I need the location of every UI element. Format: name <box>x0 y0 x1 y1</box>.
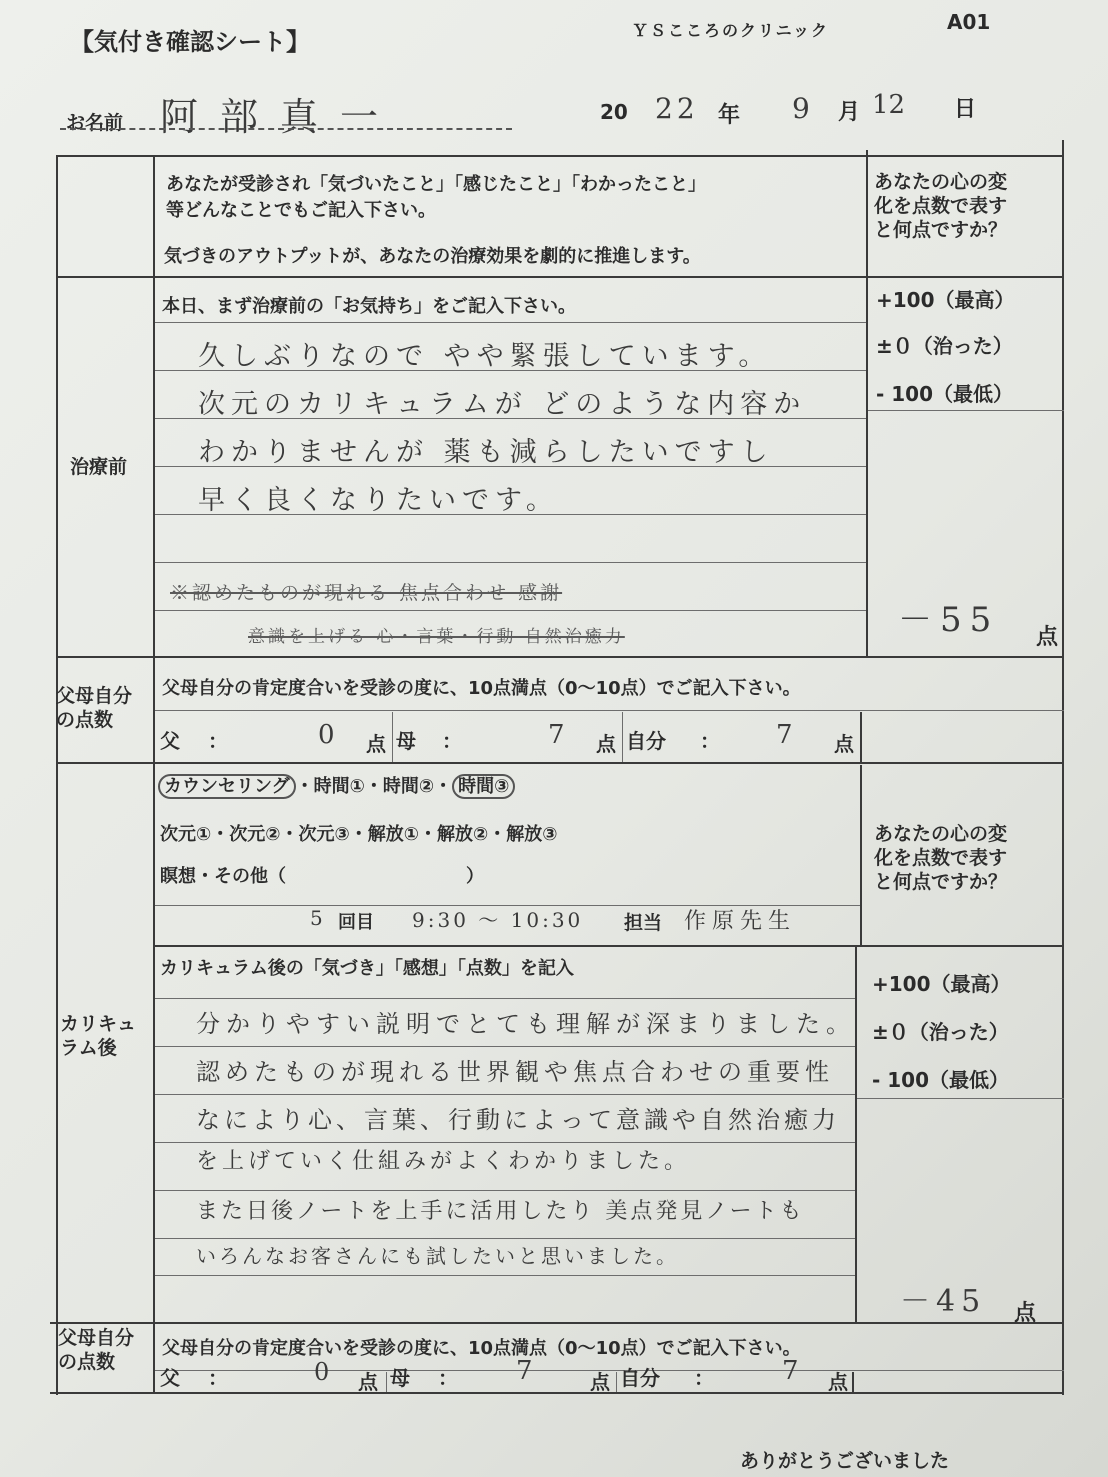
before-line-2[interactable]: 次元のカリキュラムが どのような内容か <box>198 389 807 420</box>
session-time[interactable]: 9:30 ～ 10:30 <box>412 908 584 932</box>
options-row-1: カウンセリング ・時間①・時間②・ 時間③ <box>158 772 515 798</box>
scale-after-bottom-line <box>857 1098 1064 1099</box>
option-counseling[interactable]: カウンセリング <box>158 774 296 799</box>
table-bottom-border <box>50 1392 1064 1394</box>
mother-label-after: 母 <box>390 1366 410 1390</box>
section-label-before: 治療前 <box>70 456 128 478</box>
rule <box>155 1190 855 1191</box>
month-label: 月 <box>838 100 861 125</box>
self-label-after: 自分 <box>620 1366 660 1390</box>
section-label-parents-before: 父母自分 の点数 <box>56 685 133 731</box>
score-unit-after: 点 <box>1014 1301 1037 1326</box>
unit: 点 <box>366 732 386 756</box>
after-bottom-line <box>50 1322 1064 1324</box>
father-label-before: 父 <box>160 729 180 753</box>
table-left-border <box>56 155 58 1395</box>
scale-min-before: - 100（最低） <box>876 382 1014 406</box>
rule <box>155 610 866 611</box>
table-right-border <box>1062 140 1064 1395</box>
option-time-2[interactable]: 時間② <box>382 776 435 797</box>
intro-line-1: あなたが受診され「気づいたこと」「感じたこと」「わかったこと」 <box>166 174 706 195</box>
name-label: お名前 <box>66 112 124 134</box>
colon: ： <box>442 729 462 753</box>
form-code: A01 <box>947 10 991 34</box>
tantou-label: 担当 <box>624 912 663 934</box>
after-prompt-line <box>155 998 855 999</box>
self-score-before[interactable]: 7 <box>776 720 799 750</box>
score-column-divider-parents <box>860 712 862 762</box>
options-row-2[interactable]: 次元①・次元②・次元③・解放①・解放②・解放③ <box>160 824 558 845</box>
score-question-curriculum: あなたの心の変 化を点数で表す と何点ですか？ <box>874 823 1008 893</box>
year-value[interactable]: 22 <box>655 92 699 125</box>
intro-line-3: 気づきのアウトプットが、あなたの治療効果を劇的に推進します。 <box>164 246 701 267</box>
after-line-1[interactable]: 分かりやすい説明でとても理解が深まりました。 <box>196 1010 856 1038</box>
parents-divider-2 <box>622 712 623 762</box>
scale-bottom-line <box>868 410 1064 411</box>
scale-max-before: +100（最高） <box>876 288 1015 312</box>
score-column-divider-bottom <box>852 1372 854 1394</box>
table-top-border <box>56 155 1064 157</box>
year-prefix: 20 <box>600 100 628 124</box>
colon: ： <box>208 1366 228 1390</box>
session-count[interactable]: 5 <box>310 906 325 930</box>
after-line-2[interactable]: 認めたものが現れる世界観や焦点合わせの重要性 <box>196 1058 834 1086</box>
after-prompt: カリキュラム後の「気づき」「感想」「点数」を記入 <box>160 958 574 979</box>
intro-line-2: 等どんなことでもご記入下さい。 <box>166 200 436 221</box>
options-row-3[interactable]: 瞑想・その他（ ） <box>160 866 484 887</box>
rule <box>155 1238 855 1239</box>
scale-zero-after: ±０（治った） <box>872 1020 1009 1044</box>
scale-min-after: - 100（最低） <box>872 1068 1010 1092</box>
day-value[interactable]: 12 <box>872 90 906 120</box>
score-column-divider-top <box>866 150 868 658</box>
month-value[interactable]: 9 <box>792 92 816 125</box>
score-unit-before: 点 <box>1036 625 1059 650</box>
score-column-divider-after <box>855 945 857 1323</box>
before-line-3[interactable]: わかりませんが 薬も減らしたいですし <box>198 437 774 468</box>
label-column-divider <box>153 155 155 1392</box>
option-time-3[interactable]: 時間③ <box>452 774 515 799</box>
score-after[interactable]: －45 <box>900 1284 987 1319</box>
unit: 点 <box>834 732 854 756</box>
mother-score-after[interactable]: 7 <box>516 1356 539 1386</box>
father-score-before[interactable]: 0 <box>318 720 341 750</box>
father-score-after[interactable]: 0 <box>314 1358 336 1386</box>
colon: ： <box>438 1366 458 1390</box>
self-score-after[interactable]: 7 <box>782 1356 805 1386</box>
colon: ： <box>694 1366 714 1390</box>
name-underline <box>60 128 512 130</box>
before-struck-line-2: 意識を上げる 心・言葉・行動 自然治癒力 <box>248 627 625 647</box>
before-struck-line-1: ※認めたものが現れる 焦点合わせ 感謝 <box>170 582 563 604</box>
before-prompt: 本日、まず治療前の「お気持ち」をご記入下さい。 <box>162 296 576 317</box>
after-line-4[interactable]: を上げていく仕組みがよくわかりました。 <box>196 1149 691 1174</box>
parents2-divider-1 <box>386 1372 387 1392</box>
clinic-name: ＹＳこころのクリニック <box>632 21 830 40</box>
unit: 点 <box>596 732 616 756</box>
score-question-top: あなたの心の変 化を点数で表す と何点ですか？ <box>874 171 1008 241</box>
parents-prompt-line <box>155 710 1064 711</box>
colon: ： <box>700 729 720 753</box>
before-bottom-line <box>56 656 1064 658</box>
mother-label-before: 母 <box>396 729 416 753</box>
scale-max-after: +100（最高） <box>872 972 1011 996</box>
session-bottom-line <box>155 945 1064 947</box>
mother-score-before[interactable]: 7 <box>548 720 571 750</box>
unit: 点 <box>358 1370 378 1394</box>
unit: 点 <box>828 1370 848 1394</box>
name-value[interactable]: 阿部真一 <box>160 95 401 139</box>
before-prompt-line <box>155 322 866 323</box>
self-label-before: 自分 <box>626 729 666 753</box>
rule <box>155 562 866 563</box>
thanks-text: ありがとうございました <box>740 1450 950 1472</box>
day-label: 日 <box>954 97 977 122</box>
before-line-1[interactable]: 久しぶりなので やや緊張しています。 <box>198 341 772 372</box>
after-line-3[interactable]: なにより心、言葉、行動によって意識や自然治癒力 <box>196 1106 840 1134</box>
father-label-after: 父 <box>160 1366 180 1390</box>
rule <box>155 1094 855 1095</box>
scale-zero-before: ±０（治った） <box>876 334 1013 358</box>
rule <box>155 1142 855 1143</box>
unit: 点 <box>590 1370 610 1394</box>
after-line-5[interactable]: また日後ノートを上手に活用したり 美点発見ノートも <box>196 1199 805 1224</box>
session-label: 回目 <box>338 912 374 933</box>
parents-bottom-line <box>56 762 1064 764</box>
score-before[interactable]: －55 <box>898 600 1000 640</box>
year-label: 年 <box>718 103 741 128</box>
rule <box>155 1275 855 1276</box>
section-label-parents-after: 父母自分 の点数 <box>58 1327 135 1373</box>
parents-prompt-after: 父母自分の肯定度合いを受診の度に、10点満点（0～10点）でご記入下さい。 <box>162 1338 801 1359</box>
intro-bottom-line <box>56 276 1064 278</box>
parents-divider-1 <box>392 712 393 762</box>
colon: ： <box>208 729 228 753</box>
section-label-curriculum: カリキュ ラム後 <box>60 1013 137 1059</box>
before-line-4[interactable]: 早く良くなりたいです。 <box>198 485 559 516</box>
tantou-value[interactable]: 作原先生 <box>684 909 797 934</box>
score-column-divider-curr <box>860 765 862 945</box>
parents2-divider-2 <box>616 1372 617 1392</box>
after-line-6[interactable]: いろんなお客さんにも試したいと思いました。 <box>196 1244 679 1268</box>
option-time-1[interactable]: 時間① <box>313 776 365 797</box>
parents-prompt-before: 父母自分の肯定度合いを受診の度に、10点満点（0～10点）でご記入下さい。 <box>162 678 801 699</box>
form-title: 【気付き確認シート】 <box>70 28 310 56</box>
rule <box>155 1046 855 1047</box>
